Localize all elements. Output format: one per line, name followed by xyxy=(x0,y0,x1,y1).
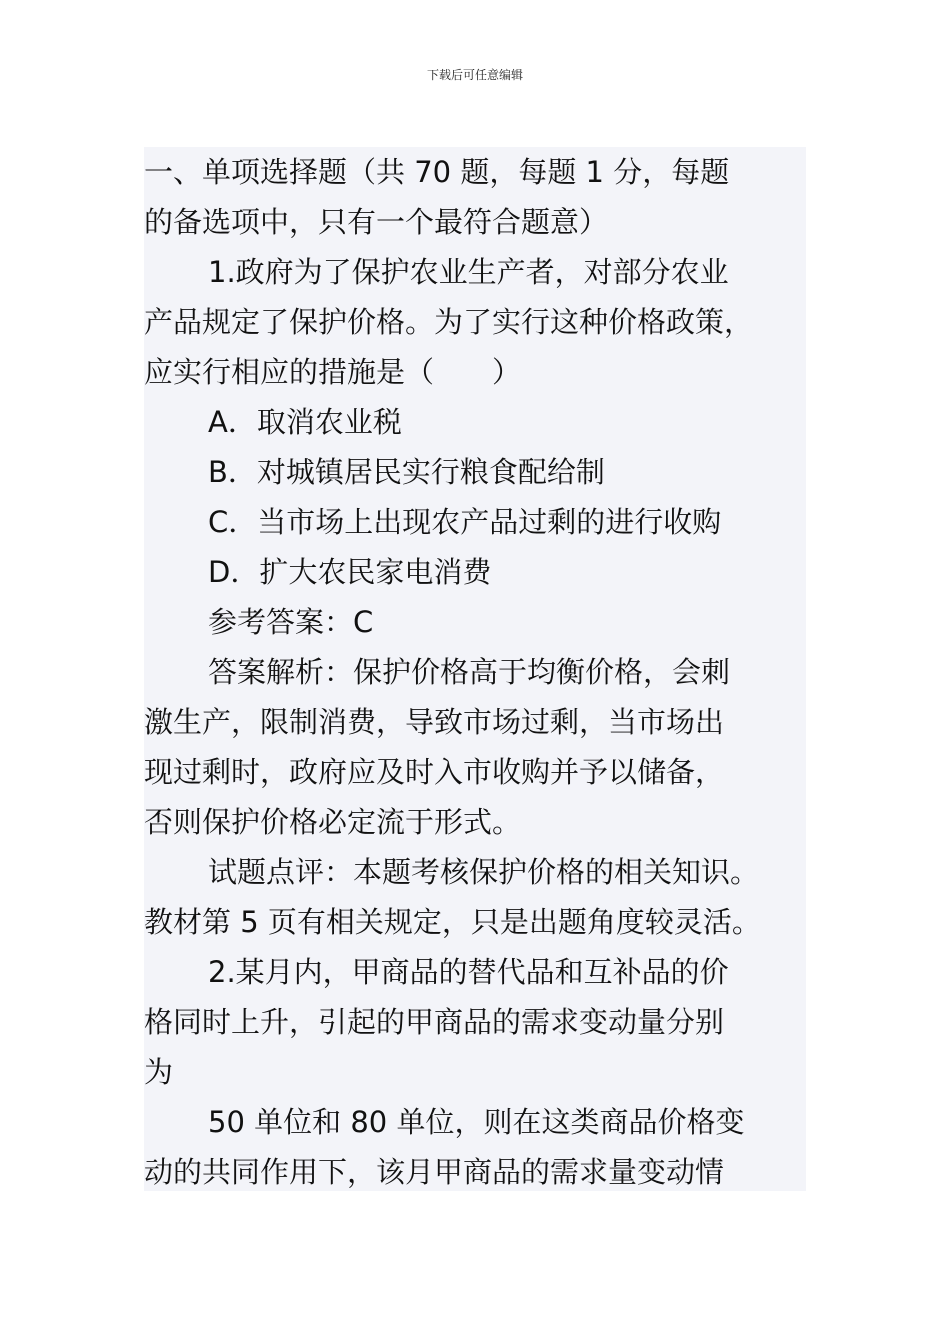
question-1-stem: 1.政府为了保护农业生产者，对部分农业 xyxy=(208,255,729,289)
answer-explanation: 答案解析：保护价格高于均衡价格，会刺 xyxy=(208,655,731,689)
question-2-stem: 50 单位和 80 单位，则在这类商品价格变 xyxy=(208,1105,745,1139)
section-title-line: 的备选项中，只有一个最符合题意） xyxy=(144,205,609,239)
option-b: B．对城镇居民实行粮食配给制 xyxy=(208,455,605,489)
question-comment: 教材第 5 页有相关规定，只是出题角度较灵活。 xyxy=(144,905,761,939)
option-a: A．取消农业税 xyxy=(208,405,402,439)
document-body xyxy=(144,147,806,1191)
reference-answer: 参考答案：C xyxy=(208,605,374,639)
answer-explanation: 激生产，限制消费，导致市场过剩，当市场出 xyxy=(144,705,725,739)
section-title-line: 一、单项选择题（共 70 题，每题 1 分，每题 xyxy=(144,155,730,189)
question-2-stem: 格同时上升，引起的甲商品的需求变动量分别 xyxy=(144,1005,725,1039)
option-d: D．扩大农民家电消费 xyxy=(208,555,492,589)
question-1-stem: 产品规定了保护价格。为了实行这种价格政策， xyxy=(144,305,754,339)
question-2-stem: 2.某月内，甲商品的替代品和互补品的价 xyxy=(208,955,729,989)
answer-explanation: 现过剩时，政府应及时入市收购并予以储备， xyxy=(144,755,725,789)
question-1-stem: 应实行相应的措施是（ ） xyxy=(144,355,522,389)
question-2-stem: 为 xyxy=(144,1055,174,1089)
page-header-note: 下载后可任意编辑 xyxy=(426,68,523,82)
answer-explanation: 否则保护价格必定流于形式。 xyxy=(144,805,522,839)
option-c: C．当市场上出现农产品过剩的进行收购 xyxy=(208,505,722,539)
question-2-stem: 动的共同作用下，该月甲商品的需求量变动情 xyxy=(144,1155,725,1189)
question-comment: 试题点评：本题考核保护价格的相关知识。 xyxy=(208,855,760,889)
